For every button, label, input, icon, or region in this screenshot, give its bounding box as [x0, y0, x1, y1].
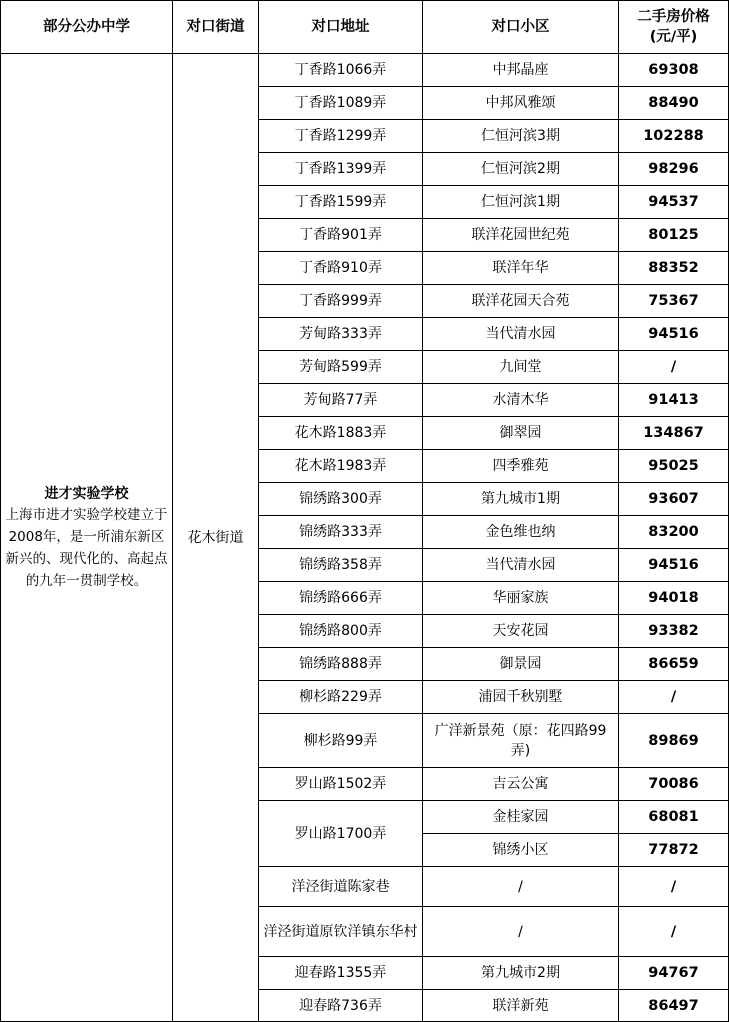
header-community: 对口小区: [423, 1, 619, 54]
community-cell: /: [423, 907, 619, 957]
community-cell: 浦园千秋别墅: [423, 681, 619, 714]
address-cell: 丁香路901弄: [259, 219, 423, 252]
address-cell: 洋泾街道原钦洋镇东华村: [259, 907, 423, 957]
price-cell: 70086: [619, 768, 729, 801]
header-street: 对口街道: [173, 1, 259, 54]
address-cell: 迎春路1355弄: [259, 957, 423, 990]
table-row: [1, 54, 729, 87]
price-cell: /: [619, 351, 729, 384]
address-cell: 芳甸路77弄: [259, 384, 423, 417]
price-cell: /: [619, 681, 729, 714]
street-cell: 花木街道: [173, 54, 259, 1022]
price-cell: /: [619, 867, 729, 907]
price-cell: 94767: [619, 957, 729, 990]
address-cell: 锦绣路333弄: [259, 516, 423, 549]
address-cell: 丁香路999弄: [259, 285, 423, 318]
price-cell: 94018: [619, 582, 729, 615]
price-cell: 91413: [619, 384, 729, 417]
school-name: 进才实验学校: [44, 485, 129, 502]
community-cell: 联洋花园天合苑: [423, 285, 619, 318]
address-cell: 锦绣路300弄: [259, 483, 423, 516]
price-cell: 75367: [619, 285, 729, 318]
price-cell: 94516: [619, 318, 729, 351]
community-cell: 金桂家园: [423, 801, 619, 834]
address-cell: 芳甸路599弄: [259, 351, 423, 384]
price-cell: 68081: [619, 801, 729, 834]
price-cell: 86659: [619, 648, 729, 681]
address-cell: 洋泾街道陈家巷: [259, 867, 423, 907]
community-cell: 锦绣小区: [423, 834, 619, 867]
address-cell: 花木路1883弄: [259, 417, 423, 450]
address-cell: 罗山路1502弄: [259, 768, 423, 801]
community-cell: 吉云公寓: [423, 768, 619, 801]
community-cell: 第九城市1期: [423, 483, 619, 516]
price-cell: 80125: [619, 219, 729, 252]
community-cell: 中邦风雅颂: [423, 87, 619, 120]
community-cell: 联洋花园世纪苑: [423, 219, 619, 252]
community-cell: 联洋年华: [423, 252, 619, 285]
community-cell: 广洋新景苑（原：花四路99弄): [423, 714, 619, 768]
community-cell: 金色维也纳: [423, 516, 619, 549]
community-cell: 天安花园: [423, 615, 619, 648]
price-cell: 77872: [619, 834, 729, 867]
address-cell: 柳杉路229弄: [259, 681, 423, 714]
address-cell: 丁香路1066弄: [259, 54, 423, 87]
price-cell: 102288: [619, 120, 729, 153]
table-body: [1, 54, 729, 1022]
address-cell: 丁香路1299弄: [259, 120, 423, 153]
price-cell: 94537: [619, 186, 729, 219]
address-cell: 锦绣路666弄: [259, 582, 423, 615]
header-address: 对口地址: [259, 1, 423, 54]
community-cell: 仁恒河滨2期: [423, 153, 619, 186]
community-cell: 御翠园: [423, 417, 619, 450]
price-cell: 89869: [619, 714, 729, 768]
price-cell: 86497: [619, 990, 729, 1022]
community-cell: 九间堂: [423, 351, 619, 384]
school-description: 上海市进才实验学校建立于2008年，是一所浦东新区新兴的、现代化的、高起点的九年一贯制学校。: [5, 506, 168, 589]
address-cell: 花木路1983弄: [259, 450, 423, 483]
address-cell: 丁香路910弄: [259, 252, 423, 285]
address-cell: 丁香路1599弄: [259, 186, 423, 219]
price-cell: 134867: [619, 417, 729, 450]
price-cell: /: [619, 907, 729, 957]
address-cell: 罗山路1700弄: [259, 801, 423, 867]
community-cell: 仁恒河滨3期: [423, 120, 619, 153]
community-cell: 御景园: [423, 648, 619, 681]
header-price: 二手房价格 (元/平): [619, 1, 729, 54]
price-cell: 94516: [619, 549, 729, 582]
address-cell: 芳甸路333弄: [259, 318, 423, 351]
community-cell: 联洋新苑: [423, 990, 619, 1022]
address-cell: 锦绣路358弄: [259, 549, 423, 582]
community-cell: 第九城市2期: [423, 957, 619, 990]
address-cell: 锦绣路800弄: [259, 615, 423, 648]
price-cell: 93382: [619, 615, 729, 648]
community-cell: 当代清水园: [423, 549, 619, 582]
price-cell: 93607: [619, 483, 729, 516]
price-cell: 88352: [619, 252, 729, 285]
community-cell: 当代清水园: [423, 318, 619, 351]
address-cell: 丁香路1089弄: [259, 87, 423, 120]
header-row: [1, 1, 729, 54]
price-cell: 69308: [619, 54, 729, 87]
community-cell: 水清木华: [423, 384, 619, 417]
price-cell: 98296: [619, 153, 729, 186]
community-cell: /: [423, 867, 619, 907]
community-cell: 中邦晶座: [423, 54, 619, 87]
community-cell: 仁恒河滨1期: [423, 186, 619, 219]
price-cell: 95025: [619, 450, 729, 483]
price-cell: 88490: [619, 87, 729, 120]
header-school: 部分公办中学: [1, 1, 173, 54]
school-cell: [1, 54, 173, 1022]
address-cell: 柳杉路99弄: [259, 714, 423, 768]
address-cell: 锦绣路888弄: [259, 648, 423, 681]
price-cell: 83200: [619, 516, 729, 549]
community-cell: 四季雅苑: [423, 450, 619, 483]
community-cell: 华丽家族: [423, 582, 619, 615]
address-cell: 丁香路1399弄: [259, 153, 423, 186]
address-cell: 迎春路736弄: [259, 990, 423, 1022]
